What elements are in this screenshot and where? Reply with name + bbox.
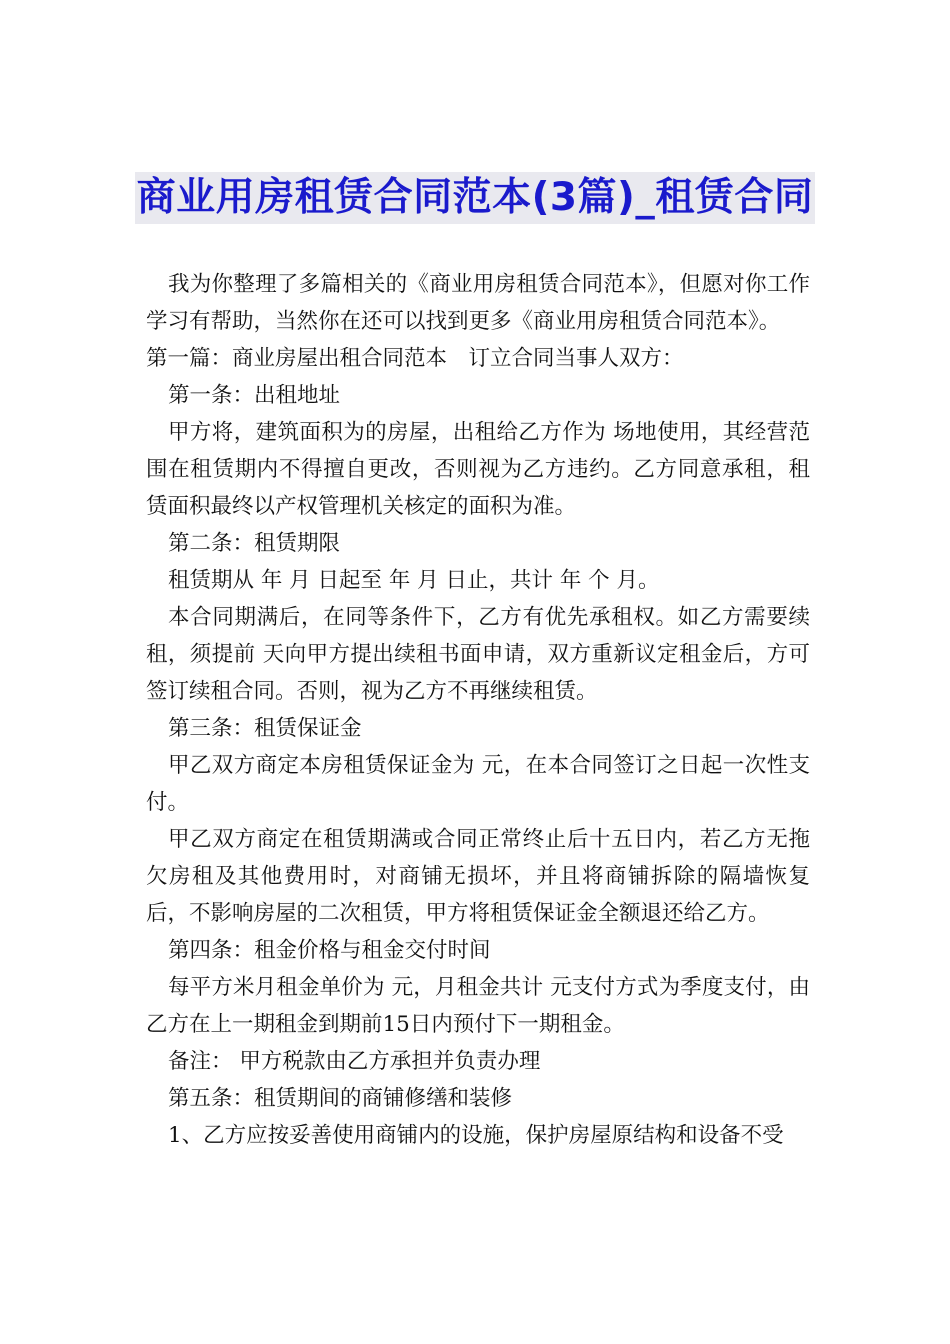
body-paragraph: 本合同期满后，在同等条件下，乙方有优先承租权。如乙方需要续租，须提前 天向甲方提出续租书面申请，双方重新议定租金后，方可签订续租合同。否则，视为乙方不再继续租赁。: [146, 605, 810, 704]
title-container: [0, 172, 950, 224]
body-paragraph: 甲方将，建筑面积为的房屋，出租给乙方作为 场地使用，其经营范围在租赁期内不得擅自更改，否则视为乙方违约。乙方同意承租，租赁面积最终以产权管理机关核定的面积为准。: [146, 420, 810, 519]
document-title: 商业用房租赁合同范本(3篇)_租赁合同: [135, 172, 816, 224]
body-paragraph: 租赁期从 年 月 日起至 年 月 日止，共计 年 个 月。: [168, 568, 660, 593]
intro-paragraph: 我为你整理了多篇相关的《商业用房租赁合同范本》，但愿对你工作学习有帮助，当然你在还可以找到更多《商业用房租赁合同范本》。: [146, 272, 810, 334]
body-paragraph: 甲乙双方商定本房租赁保证金为 元，在本合同签订之日起一次性支付。: [146, 753, 810, 815]
article-heading: 第四条：租金价格与租金交付时间: [168, 938, 491, 963]
body-paragraph: 甲乙双方商定在租赁期满或合同正常终止后十五日内，若乙方无拖欠房租及其他费用时，对商铺无损坏，并且将商铺拆除的隔墙恢复后，不影响房屋的二次租赁，甲方将租赁保证金全额退还给乙方。: [146, 827, 810, 926]
article-heading: 第二条：租赁期限: [168, 531, 341, 556]
document-body: [146, 266, 810, 1154]
article-heading: 第三条：租赁保证金: [168, 716, 362, 741]
body-paragraph: 1、乙方应按妥善使用商铺内的设施，保护房屋原结构和设备不受: [168, 1123, 784, 1148]
article-heading: 第一条：出租地址: [168, 383, 341, 408]
chapter-heading: 第一篇：商业房屋出租合同范本 订立合同当事人双方：: [146, 346, 684, 371]
article-heading: 第五条：租赁期间的商铺修缮和装修: [168, 1086, 513, 1111]
body-paragraph: 每平方米月租金单价为 元，月租金共计 元支付方式为季度支付，由乙方在上一期租金到期前15日内预付下一期租金。: [146, 975, 810, 1037]
note-paragraph: 备注： 甲方税款由乙方承担并负责办理: [168, 1049, 541, 1074]
